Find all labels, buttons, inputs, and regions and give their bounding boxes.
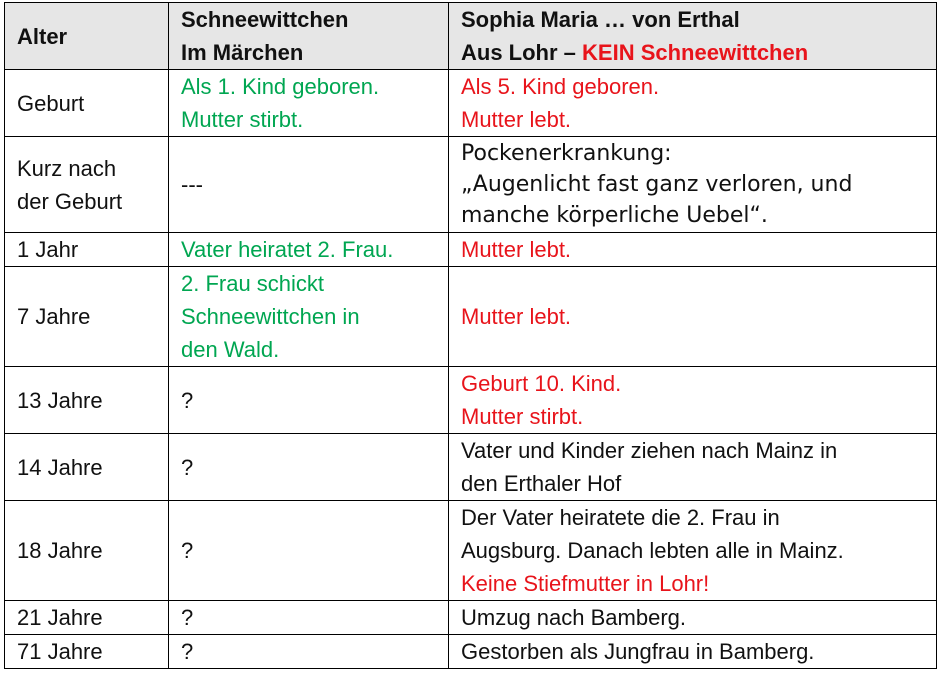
- cell-erthal: [449, 434, 937, 501]
- table-row-71-jahre: [5, 635, 937, 669]
- cell-age: 7 Jahre: [5, 267, 169, 367]
- cell-line: den Wald.: [181, 337, 280, 362]
- cell-line: Als 5. Kind geboren.: [461, 74, 660, 99]
- cell-line: der Geburt: [17, 188, 123, 214]
- cell-maerchen: [169, 70, 449, 137]
- cell-maerchen: ?: [169, 367, 449, 434]
- cell-age: 13 Jahre: [5, 367, 169, 434]
- cell-age: 18 Jahre: [5, 501, 169, 601]
- cell-maerchen: [169, 267, 449, 367]
- cell-line: manche körperliche Uebel“.: [461, 203, 768, 228]
- cell-age: 14 Jahre: [5, 434, 169, 501]
- cell-maerchen: ?: [169, 501, 449, 601]
- header-erthal-line2-black: Aus Lohr –: [461, 40, 583, 65]
- cell-erthal: Mutter lebt.: [449, 233, 937, 267]
- cell-age: 1 Jahr: [5, 233, 169, 267]
- cell-line: Als 1. Kind geboren.: [181, 74, 380, 99]
- table-row-7-jahre: [5, 267, 937, 367]
- cell-line: Mutter stirbt.: [461, 404, 584, 429]
- cell-maerchen: ---: [169, 137, 449, 233]
- table-row-1-jahr: [5, 233, 937, 267]
- cell-age: 71 Jahre: [5, 635, 169, 669]
- header-alter: Alter: [5, 3, 169, 70]
- cell-erthal: Umzug nach Bamberg.: [449, 601, 937, 635]
- cell-line: Pockenerkrankung:: [461, 141, 672, 166]
- cell-maerchen: Vater heiratet 2. Frau.: [169, 233, 449, 267]
- header-schneewittchen: [169, 3, 449, 70]
- cell-line: Mutter stirbt.: [181, 107, 304, 132]
- header-schneewittchen-line1: Schneewittchen: [181, 7, 349, 32]
- comparison-table: [4, 2, 937, 669]
- cell-line: Vater und Kinder ziehen nach Mainz in: [461, 438, 838, 463]
- cell-erthal: [449, 367, 937, 434]
- cell-line: Kurz nach: [17, 155, 117, 181]
- table-row-kurz-nach-geburt: [5, 137, 937, 233]
- cell-line: Der Vater heiratete die 2. Frau in: [461, 505, 780, 530]
- cell-line: Keine Stiefmutter in Lohr!: [461, 571, 710, 596]
- header-erthal-line2-red: KEIN Schneewittchen: [582, 40, 809, 65]
- cell-erthal: Gestorben als Jungfrau in Bamberg.: [449, 635, 937, 669]
- table-row-21-jahre: [5, 601, 937, 635]
- cell-maerchen: ?: [169, 601, 449, 635]
- cell-line: 2. Frau schickt: [181, 271, 325, 296]
- cell-erthal: Mutter lebt.: [449, 267, 937, 367]
- cell-maerchen: ?: [169, 434, 449, 501]
- header-row: [5, 3, 937, 70]
- header-erthal: [449, 3, 937, 70]
- cell-erthal: [449, 70, 937, 137]
- cell-age: 21 Jahre: [5, 601, 169, 635]
- header-erthal-line1: Sophia Maria … von Erthal: [461, 7, 740, 32]
- cell-erthal: [449, 501, 937, 601]
- cell-age: [5, 137, 169, 233]
- cell-line: „Augenlicht fast ganz verloren, und: [461, 172, 853, 197]
- table-row-18-jahre: [5, 501, 937, 601]
- header-schneewittchen-line2: Im Märchen: [181, 40, 304, 65]
- table-row-geburt: [5, 70, 937, 137]
- table-row-14-jahre: [5, 434, 937, 501]
- cell-line: Geburt 10. Kind.: [461, 371, 622, 396]
- header-erthal-line2: [461, 36, 924, 69]
- cell-line: den Erthaler Hof: [461, 471, 622, 496]
- table-row-13-jahre: [5, 367, 937, 434]
- cell-line: Schneewittchen in: [181, 304, 360, 329]
- cell-line: Augsburg. Danach lebten alle in Mainz.: [461, 538, 844, 563]
- cell-age: Geburt: [5, 70, 169, 137]
- cell-line: Mutter lebt.: [461, 107, 572, 132]
- cell-maerchen: ?: [169, 635, 449, 669]
- cell-erthal: [449, 137, 937, 233]
